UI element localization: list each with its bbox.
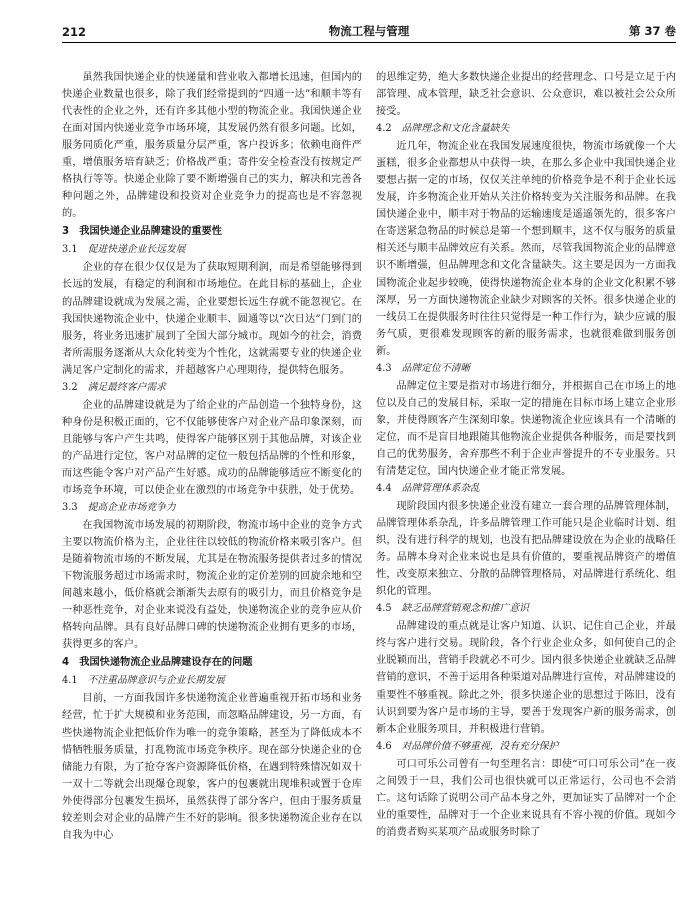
- subsection-title: 品牌定位不清晰: [401, 362, 471, 374]
- subsection-title: 提高企业市场竞争力: [87, 502, 176, 514]
- subsection-heading: [376, 480, 676, 498]
- subsection-heading: [376, 360, 676, 378]
- subsection-heading: [376, 120, 676, 138]
- subsection-title: 促进快递企业长远发展: [87, 244, 186, 256]
- subsection-heading: [62, 241, 362, 259]
- paragraph: 品牌定位主要是指对市场进行细分，并根据自己在市场上的地位以及自己的发展目标，采取一定的措施在目标市场上建立企业形象，并使得顾客产生深刻印象。快递物流企业应该具有一个清晰的定位，而不是盲目地跟随其他物流企业提供各种服务，而是要找到自己的优势服务，舍弃那些不利于企业声誉提升的不专业服务。只有清楚定位，国内快递企业才能正常发展。: [376, 380, 676, 477]
- subsection-number: 4.5: [376, 603, 392, 615]
- subsection-heading: [376, 600, 676, 618]
- paragraph: 企业的品牌建设就是为了给企业的产品创造一个独特身份，这种身份是积极正面的，它不仅能够使客户对企业产品印象深刻，而且能够与客户产生共鸣，使得客户能够区别于其他品牌，对该企业的产品进行定位，客户对品牌的定位一般包括品牌的个性和形象，而这些能令客户对产品产生好感。成功的品牌能够适应不断变化的市场竞争环境，可以使企业在激烈的市场竞争中获胜，处于优势。: [62, 399, 362, 496]
- subsection-title: 满足最终客户需求: [87, 381, 166, 393]
- section-heading: 4 我国快递物流企业品牌建设存在的问题: [62, 657, 253, 669]
- subsection-number: 3.3: [62, 502, 78, 514]
- paragraph: 在我国物流市场发展的初期阶段，物流市场中企业的竞争方式主要以物流价格为主，企业往往以较低的物流价格来吸引客户。但是随着物流市场的不断发展，尤其是在物流服务提供者过多的情况下物流服务超过市场需求时，物流企业的定价差别的回旋余地和空间越来越小，低价格就会渐渐失去原有的吸引力，而且价格竞争是一种恶性竞争，对企业来说没有益处，快递物流企业的竞争应从价格转向品牌。具有良好品牌口碑的快递物流企业拥有更多的市场，获得更多的客户。: [62, 520, 362, 651]
- page-number: 212: [62, 25, 87, 39]
- subsection-heading: [62, 672, 362, 690]
- subsection-number: 3.1: [62, 244, 78, 256]
- subsection-title: 缺乏品牌营销观念和推广意识: [401, 603, 529, 615]
- paragraph: 可口可乐公司曾有一句至理名言：即使“可口可乐公司”在一夜之间毁于一旦，我们公司也很快就可以正常运行，公司也不会消亡。这句话除了说明公司产品本身之外，更加证实了品牌对一个企业的重要性，品牌对于一个企业来说具有不容小视的价值。现如今的消费者购买某项产品或服务时除了: [376, 758, 676, 838]
- paragraph: 近几年，物流企业在我国发展速度很快，物流市场就像一个大蛋糕，很多企业都想从中获得一块，在那么多企业中我国快递企业要想占据一定的市场，仅仅关注单纯的价格竞争是不利于企业长远发展，许多物流企业开始从关注价格转变为关注服务和品牌。在我国快递企业中，顺丰对于物品的运输速度是遥遥领先的，很多客户在寄送紧急物品的时候总是第一个想到顺丰，这不仅与服务的质量相关还与顺丰品牌效应有关系。然而，尽管我国物流企业的品牌意识不断增强，但品牌理念和文化含量缺失。这主要是因为一方面我国物流企业起步较晚，使得快递物流企业本身的企业文化积累不够深厚，另一方面快递物流企业缺少对顾客的关怀。很多快递企业的一线员工在提供服务时往往只觉得是一种工作行为，缺少应诚的服务气质，更很难发现顾客的新的服务需求，也就很难做到服务创新。: [376, 141, 676, 357]
- paragraph: 虽然我国快递企业的快递量和营业收入都增长迅速，但国内的快递企业数量也很多，除了我们经常提到的“四通一达”和顺丰等有代表性的企业之外，还有许多其他小型的物流企业。我国快递企业在面对国内快递业竞争市场环境，其发展仍然有很多问题。比如，服务同质化严重，服务质量分层严重，客户投诉多；依赖电商件严重，增值服务培育缺乏；价格战严重；寄件安全检查没有按规定严格执行等等。快递企业除了要不断增强自己的实力，解决和完善各种问题之外，品牌建设和投资对企业竞争力的提高也是不容忽视的。: [62, 72, 362, 220]
- section-heading: 3 我国快递企业品牌建设的重要性: [62, 226, 222, 238]
- volume-label: 第 37 卷: [628, 24, 676, 38]
- subsection-title: 不注重品牌意识与企业长期发展: [87, 675, 225, 687]
- subsection-number: 4.4: [376, 483, 392, 495]
- running-header: [62, 0, 676, 43]
- subsection-title: 对品牌价值不够重视，没有充分保护: [401, 740, 559, 752]
- subsection-number: 3.2: [62, 381, 78, 393]
- subsection-title: 品牌理念和文化含量缺失: [401, 123, 510, 135]
- paragraph: 品牌建设的重点就是让客户知道、认识、记住自己企业，并最终与客户进行交易。现阶段，各个行业企业众多，如何使自己的企业脱颖而出，营销手段就必不可少。国内很多快递企业就缺乏品牌营销的意识，不善于运用各种渠道对品牌进行宣传，对品牌建设的重要性不够重视。除此之外，很多快递企业的思想过于陈旧，没有认识到要为客户是市场的主导，要善于发现客户新的服务需求，创新本企业服务项目，并积极进行营销。: [376, 621, 676, 735]
- subsection-number: 4.6: [376, 740, 392, 752]
- subsection-heading: [376, 738, 676, 756]
- right-column: [376, 69, 676, 844]
- subsection-number: 4.2: [376, 123, 392, 135]
- subsection-title: 品牌管理体系杂乱: [401, 483, 480, 495]
- paragraph-continued: 的思维定势，绝大多数快递企业提出的经营理念、口号是立足于内部管理、成本管理，缺乏社会意识、公众意识，难以被社会公众所接受。: [376, 72, 676, 118]
- subsection-heading: [62, 499, 362, 517]
- subsection-heading: [62, 379, 362, 397]
- paragraph: 目前，一方面我国许多快递物流企业普遍重视开拓市场和业务经营，忙于扩大规模和业务范围，而忽略品牌建设，另一方面，有些快递物流企业把低价作为唯一的竞争策略，甚至为了降低成本不惜牺牲服务质量，打乱物流市场竞争秩序。现在部分快递企业的仓储能力有限，为了抢夺客户资源降低价格，在遇到特殊情况如双十一双十二等就会出现爆仓现象，客户的包裹就出现堆积或置于仓库外使得部分包裹发生损坏，虽然获得了部分客户，但由于服务质量较差则会对企业的品牌产生不好的影响。很多快递物流企业存在以自我为中心: [62, 693, 362, 841]
- two-column-body: [62, 69, 676, 844]
- left-column: [62, 69, 362, 844]
- paragraph: 企业的存在很少仅仅是为了获取短期利润，而是希望能够得到长远的发展，有稳定的利润和市场地位。在此目标的基础上，企业的品牌建设就成为发展之需，企业要想长远生存就不能忽视它。在我国快递物流企业中，快递企业顺丰、圆通等以“次日达”门到门的服务，将业务迅速扩展到了全国大部分城市。现如今的社会，消费者所需服务逐渐从大众化转变为个性化，这就需要专业的快递企业满足客户定制化的需求，并超越客户心理期待，提供特色服务。: [62, 262, 362, 376]
- subsection-number: 4.3: [376, 362, 392, 374]
- paragraph: 现阶段国内很多快递企业没有建立一套合理的品牌管理体制，品牌管理体系杂乱，许多品牌管理工作可能只是企业临时计划、组织，没有进行科学的规划，也没有把品牌建设放在为企业的战略任务。品牌本身对企业来说也是具有价值的，要重视品牌资产的增值性，改变原来独立、分散的品牌管理格局，对品牌进行系统化、组织化的管理。: [376, 501, 676, 598]
- subsection-number: 4.1: [62, 675, 78, 687]
- journal-title: 物流工程与管理: [328, 24, 410, 38]
